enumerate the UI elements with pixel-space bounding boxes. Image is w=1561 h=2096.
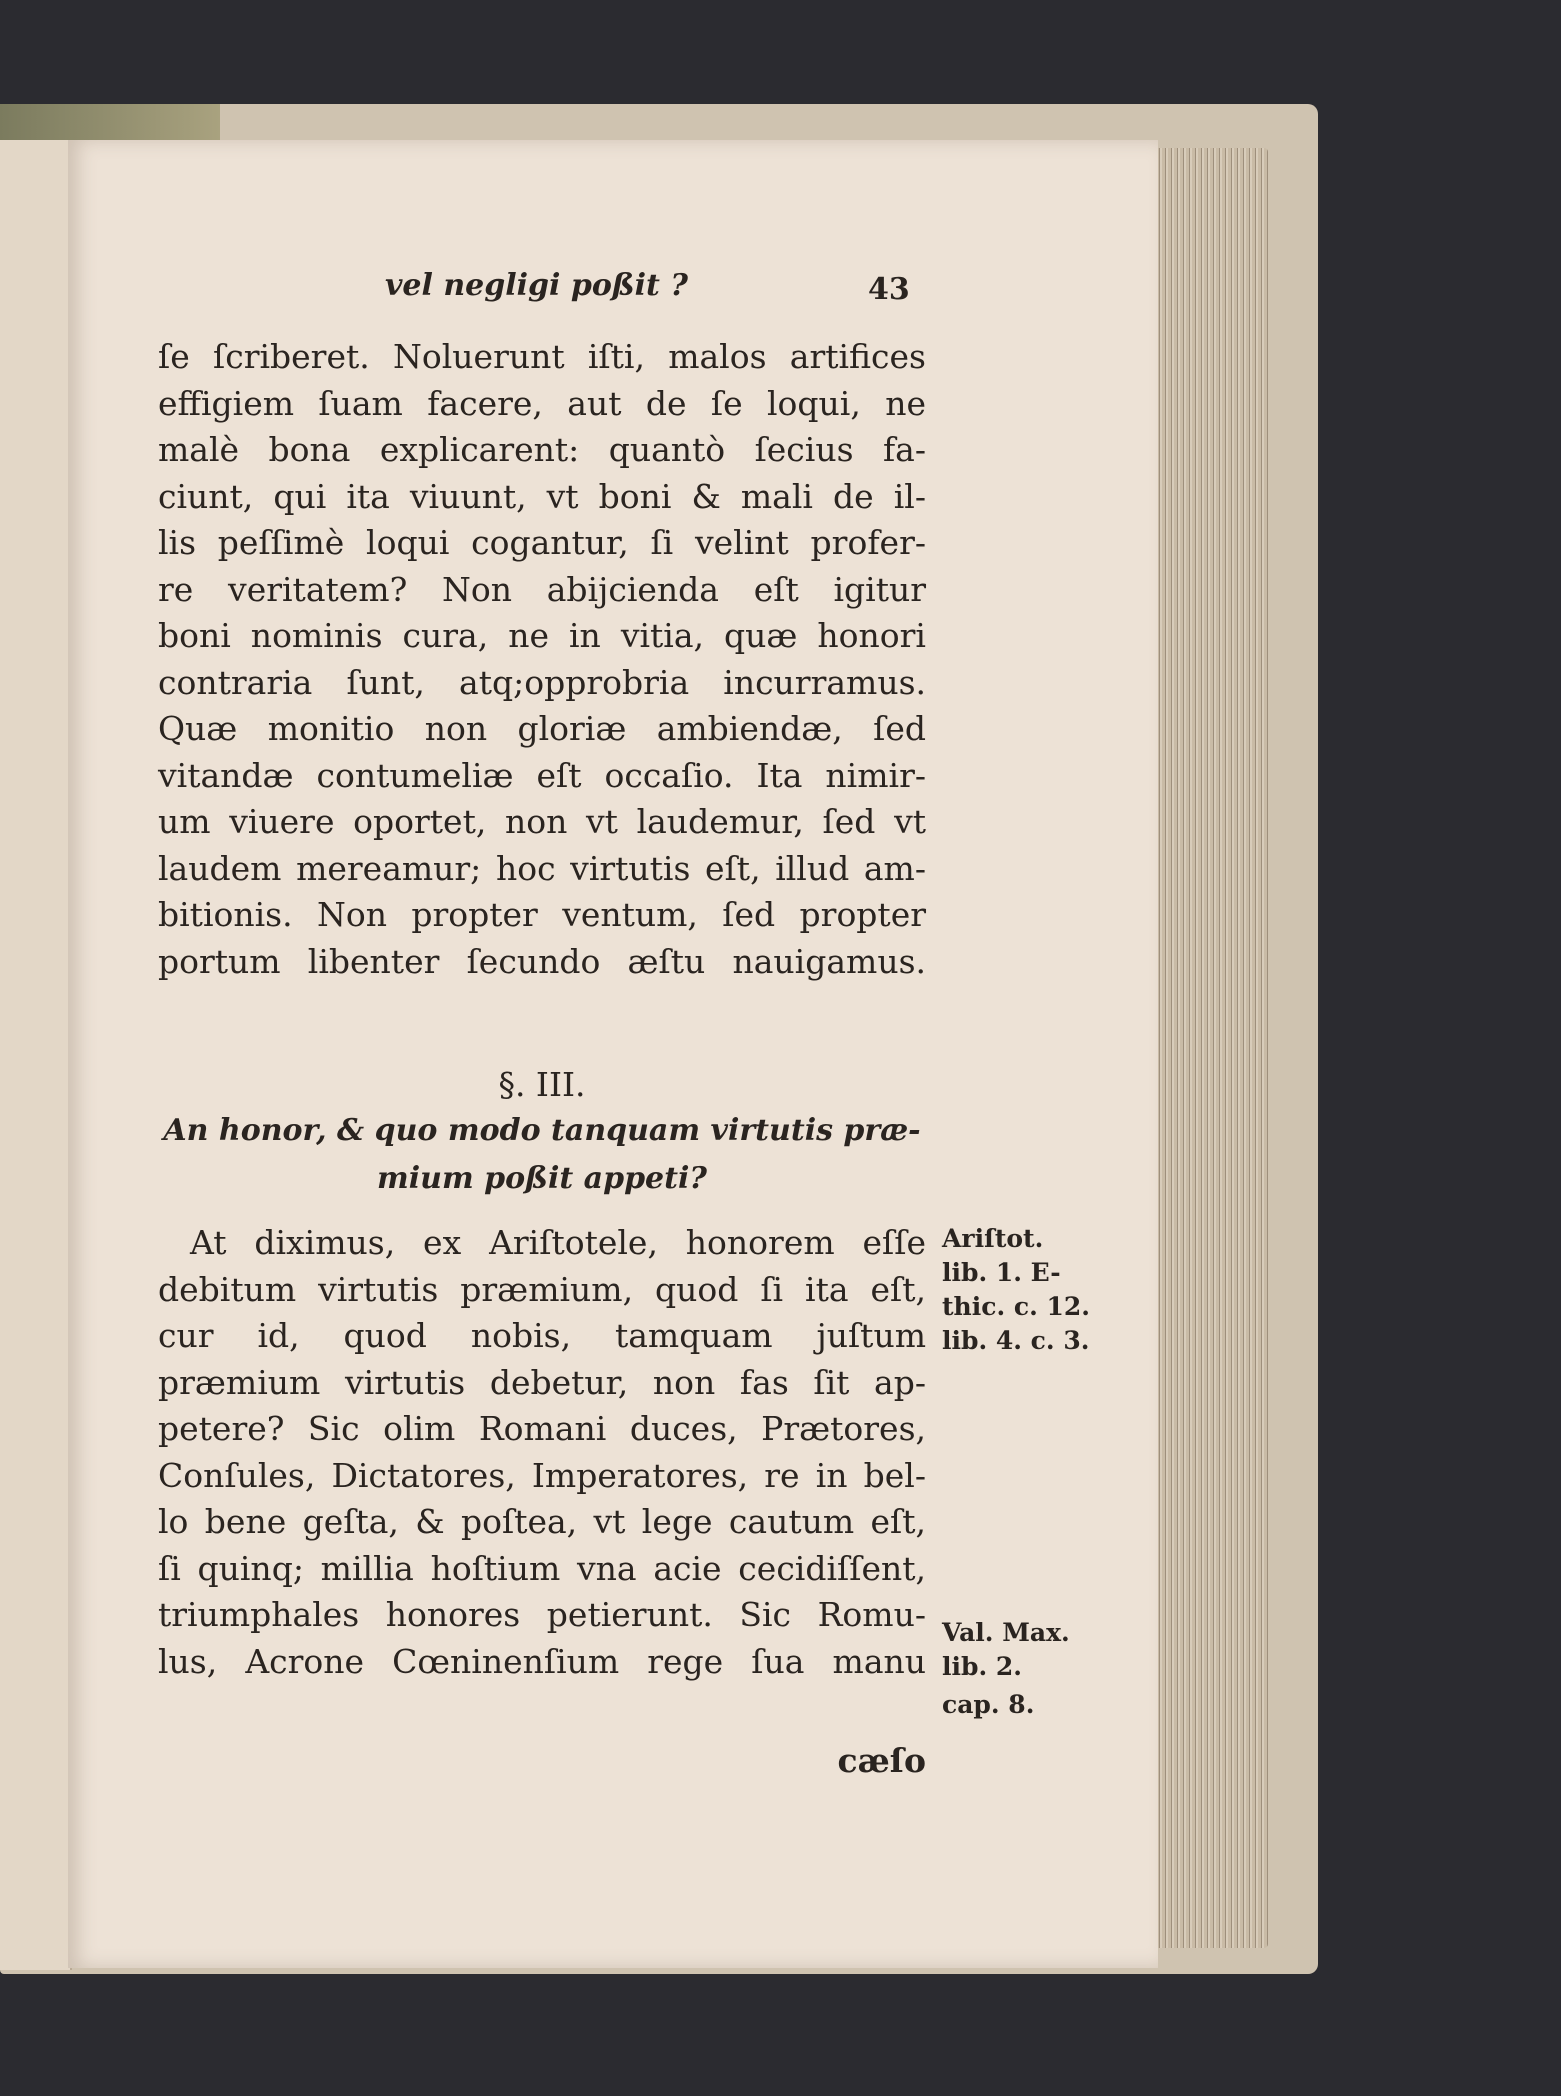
page-edges [1150, 148, 1268, 1948]
paragraph1-line: portum libenter ſecundo æſtu nauigamus. [158, 941, 926, 981]
left-page-fragment [0, 140, 72, 1970]
book-spine [0, 104, 220, 140]
paragraph1-line: boni nominis cura, ne in vitia, quæ honori [158, 616, 926, 655]
paragraph1-line: ſe ſcriberet. Noluerunt iſti, malos artifices [158, 337, 926, 376]
paragraph2-line: præmium virtutis debetur, non fas ſit ap- [158, 1362, 926, 1402]
section-number: §. III. [498, 1065, 586, 1104]
section-title-line-1: An honor, & quo modo tanquam virtutis præ- [163, 1113, 921, 1148]
paragraph2-line: Conſules, Dictatores, Imperatores, re in bel- [158, 1455, 926, 1495]
paragraph1-line: malè bona explicarent: quantò ſecius fa- [158, 430, 926, 469]
paragraph1-line: laudem mereamur; hoc virtutis eſt, illud am- [158, 848, 926, 888]
section-title-line-2: mium poßit appeti? [377, 1161, 707, 1196]
paragraph1-line: vitandæ contumeliæ eſt occaſio. Ita nimir- [158, 755, 926, 795]
paragraph2-line: lo bene geſta, & poſtea, vt lege cautum eſt, [158, 1502, 926, 1541]
margin-note-2-line-1: Val. Max. [942, 1618, 1070, 1647]
paragraph2-line: debitum virtutis præmium, quod ſi ita eſt, [158, 1269, 926, 1309]
margin-note-2-line-3: cap. 8. [942, 1690, 1035, 1719]
margin-note-2-line-2: lib. 2. [942, 1652, 1022, 1681]
paragraph2-line: petere? Sic olim Romani duces, Prætores, [158, 1409, 926, 1448]
margin-note-1-line-2: lib. 1. E- [942, 1258, 1061, 1287]
paragraph2-line: At diximus, ex Ariſtotele, honorem eſſe [190, 1223, 926, 1262]
paragraph2-line: triumphales honores petierunt. Sic Romu- [158, 1595, 926, 1634]
paragraph1-line: Quæ monitio non gloriæ ambiendæ, ſed [158, 709, 926, 748]
margin-note-1-line-3: thic. c. 12. [942, 1292, 1090, 1321]
paragraph1-line: um viuere oportet, non vt laudemur, ſed vt [158, 802, 926, 841]
paragraph1-line: bitionis. Non propter ventum, ſed propter [158, 895, 926, 934]
paragraph2-line: ſi quinq; millia hoſtium vna acie cecidiſſent, [158, 1548, 926, 1588]
margin-note-1-line-1: Ariſtot. [942, 1224, 1044, 1253]
paragraph1-line: effigiem ſuam facere, aut de ſe loqui, ne [158, 383, 926, 423]
paragraph1-line: lis peſſimè loqui cogantur, ſi velint profer- [158, 523, 926, 562]
paragraph1-line: re veritatem? Non abijcienda eſt igitur [158, 569, 926, 609]
paragraph1-line: ciunt, qui ita viuunt, vt boni & mali de il- [158, 476, 926, 516]
catchword: cæſo [837, 1741, 926, 1780]
margin-note-1-line-4: lib. 4. c. 3. [942, 1326, 1090, 1355]
paragraph1-line: contraria ſunt, atq;opprobria incurramus. [158, 662, 926, 702]
paragraph2-line: cur id, quod nobis, tamquam juſtum [158, 1316, 926, 1355]
running-head: vel negligi poßit ? [385, 268, 688, 303]
paragraph2-line: lus, Acrone Cœninenſium rege ſua manu [158, 1641, 926, 1681]
page-number: 43 [868, 272, 910, 307]
